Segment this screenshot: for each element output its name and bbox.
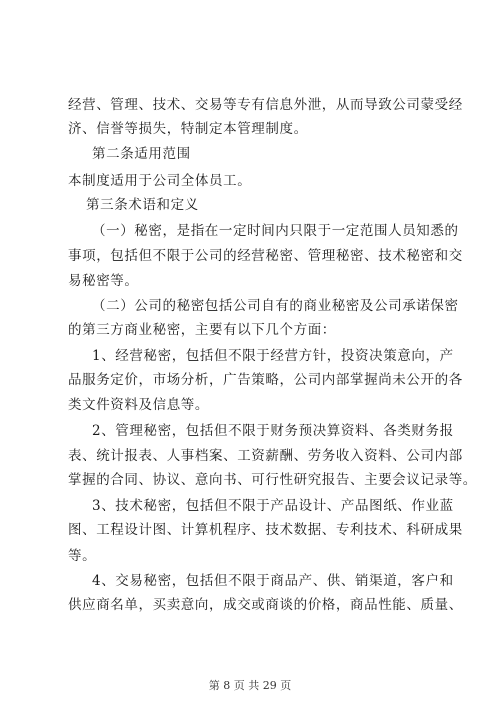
definition-1-line-3: 易秘密等。 (68, 273, 139, 289)
section-heading-scope: 第二条适用范围 (92, 146, 191, 162)
item-2-line-2: 表、统计报表、人事档案、工资薪酬、劳务收入资料、公司内部 (68, 448, 463, 464)
item-3-line-1: 3、技术秘密，包括但不限于产品设计、产品图纸、作业蓝 (92, 498, 454, 514)
item-3-line-3: 等。 (68, 548, 97, 564)
definition-1-line-2: 事项，包括但不限于公司的经营秘密、管理秘密、技术秘密和交 (68, 248, 463, 264)
page-footer: 第 8 页 共 29 页 (208, 679, 292, 692)
definition-2-line-1: （二）公司的秘密包括公司自有的商业秘密及公司承诺保密 (92, 298, 459, 314)
item-2-line-1: 2、管理秘密，包括但不限于财务预决算资料、各类财务报 (92, 423, 454, 439)
paragraph-intro-line-1: 经营、管理、技术、交易等专有信息外泄，从而导致公司蒙受经 (68, 97, 463, 113)
item-4-line-1: 4、交易秘密，包括但不限于商品产、供、销渠道，客户和 (92, 573, 454, 589)
item-2-line-3: 掌握的合同、协议、意向书、可行性研究报告、主要会议记录等。 (68, 472, 477, 488)
item-1-line-3: 类文件资料及信息等。 (68, 397, 209, 413)
paragraph-intro-line-2: 济、信誉等损失，特制定本管理制度。 (68, 121, 308, 137)
item-1-line-1: 1、经营秘密，包括但不限于经营方针，投资决策意向，产 (92, 348, 454, 364)
section-heading-definitions: 第三条术语和定义 (86, 197, 199, 213)
item-4-line-2: 供应商名单，买卖意向，成交或商谈的价格，商品性能、质量、 (68, 597, 463, 613)
scope-text: 本制度适用于公司全体员工。 (68, 173, 252, 189)
definition-2-line-2: 的第三方商业秘密，主要有以下几个方面： (68, 322, 336, 338)
definition-1-line-1: （一）秘密，是指在一定时间内只限于一定范围人员知悉的 (92, 223, 459, 239)
item-1-line-2: 品服务定价，市场分析，广告策略，公司内部掌握尚未公开的各 (68, 372, 463, 388)
item-3-line-2: 图、工程设计图、计算机程序、技术数据、专利技术、科研成果 (68, 522, 463, 538)
